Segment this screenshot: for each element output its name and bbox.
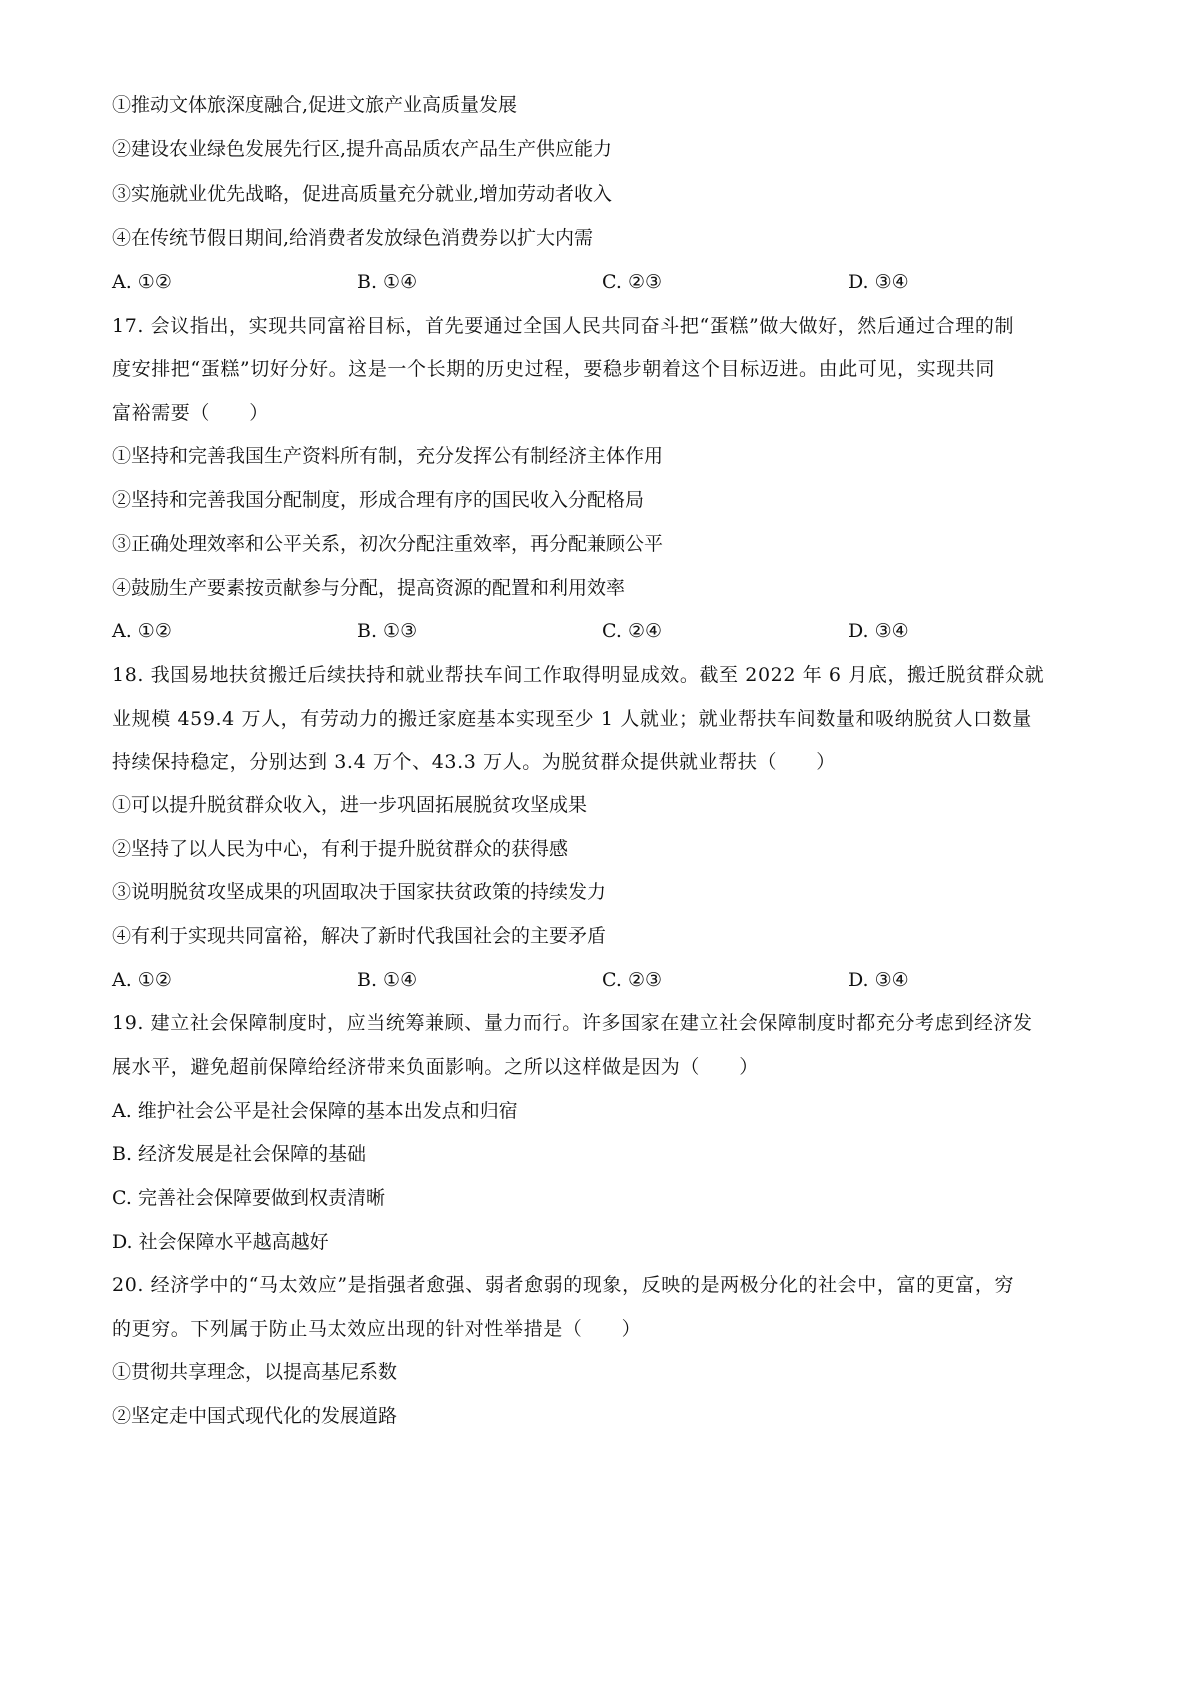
q18-stem-line-1: 18. 我国易地扶贫搬迁后续扶持和就业帮扶车间工作取得明显成效。截至 2022 年 6 月底，搬迁脱贫群众就 [112, 664, 1045, 686]
q19-option-c: C. 完善社会保障要做到权责清晰 [112, 1187, 385, 1209]
q17-item-2: ②坚持和完善我国分配制度，形成合理有序的国民收入分配格局 [112, 489, 645, 511]
q18-option-c: C. ②③ [602, 969, 663, 991]
q16-item-2: ②建设农业绿色发展先行区,提升高品质农产品生产供应能力 [112, 138, 613, 160]
q17-option-b: B. ①③ [357, 620, 418, 642]
q16-item-4: ④在传统节假日期间,给消费者发放绿色消费券以扩大内需 [112, 227, 594, 249]
q19-option-d: D. 社会保障水平越高越好 [112, 1231, 329, 1253]
q18-option-b: B. ①④ [357, 969, 418, 991]
q18-options [112, 968, 1012, 992]
q17-item-1: ①坚持和完善我国生产资料所有制，充分发挥公有制经济主体作用 [112, 445, 664, 467]
q17-options [112, 619, 1012, 643]
q19-option-b: B. 经济发展是社会保障的基础 [112, 1143, 367, 1165]
q19-stem-line-1: 19. 建立社会保障制度时，应当统筹兼顾、量力而行。许多国家在建立社会保障制度时都充分考虑到经济发 [112, 1012, 1033, 1034]
q16-item-3: ③实施就业优先战略，促进高质量充分就业,增加劳动者收入 [112, 183, 613, 205]
q17-stem-line-3: 富裕需要（ ） [112, 402, 269, 424]
q17-stem-line-2: 度安排把“蛋糕”切好分好。这是一个长期的历史过程，要稳步朝着这个目标迈进。由此可见，实现共同 [112, 358, 996, 380]
q16-option-c: C. ②③ [602, 271, 663, 293]
q17-option-d: D. ③④ [848, 620, 909, 642]
q18-stem-line-3: 持续保持稳定，分别达到 3.4 万个、43.3 万人。为脱贫群众提供就业帮扶（ ） [112, 751, 836, 773]
q17-option-a: A. ①② [112, 620, 172, 642]
q18-option-d: D. ③④ [848, 969, 909, 991]
q17-option-c: C. ②④ [602, 620, 663, 642]
q17-item-3: ③正确处理效率和公平关系，初次分配注重效率，再分配兼顾公平 [112, 533, 664, 555]
q20-item-2: ②坚定走中国式现代化的发展道路 [112, 1405, 398, 1427]
q16-option-d: D. ③④ [848, 271, 909, 293]
q18-item-1: ①可以提升脱贫群众收入，进一步巩固拓展脱贫攻坚成果 [112, 794, 588, 816]
q18-option-a: A. ①② [112, 969, 172, 991]
q16-option-b: B. ①④ [357, 271, 418, 293]
q18-item-3: ③说明脱贫攻坚成果的巩固取决于国家扶贫政策的持续发力 [112, 881, 607, 903]
q19-stem-line-2: 展水平，避免超前保障给经济带来负面影响。之所以这样做是因为（ ） [112, 1056, 759, 1078]
q17-stem-line-1: 17. 会议指出，实现共同富裕目标，首先要通过全国人民共同奋斗把“蛋糕”做大做好，然后通过合理的制 [112, 315, 1015, 337]
q18-stem-line-2: 业规模 459.4 万人，有劳动力的搬迁家庭基本实现至少 1 人就业；就业帮扶车间数量和吸纳脱贫人口数量 [112, 708, 1032, 730]
q16-item-1: ①推动文体旅深度融合,促进文旅产业高质量发展 [112, 94, 518, 116]
q20-item-1: ①贯彻共享理念，以提高基尼系数 [112, 1361, 398, 1383]
q20-stem-line-1: 20. 经济学中的“马太效应”是指强者愈强、弱者愈弱的现象，反映的是两极分化的社会中，富的更富，穷 [112, 1274, 1015, 1296]
q19-option-a: A. 维护社会公平是社会保障的基本出发点和归宿 [112, 1100, 518, 1122]
q16-option-a: A. ①② [112, 271, 172, 293]
q17-item-4: ④鼓励生产要素按贡献参与分配，提高资源的配置和利用效率 [112, 577, 626, 599]
q20-stem-line-2: 的更穷。下列属于防止马太效应出现的针对性举措是（ ） [112, 1318, 642, 1340]
q16-options [112, 270, 1012, 294]
q18-item-2: ②坚持了以人民为中心，有利于提升脱贫群众的获得感 [112, 838, 569, 860]
q18-item-4: ④有利于实现共同富裕，解决了新时代我国社会的主要矛盾 [112, 925, 607, 947]
